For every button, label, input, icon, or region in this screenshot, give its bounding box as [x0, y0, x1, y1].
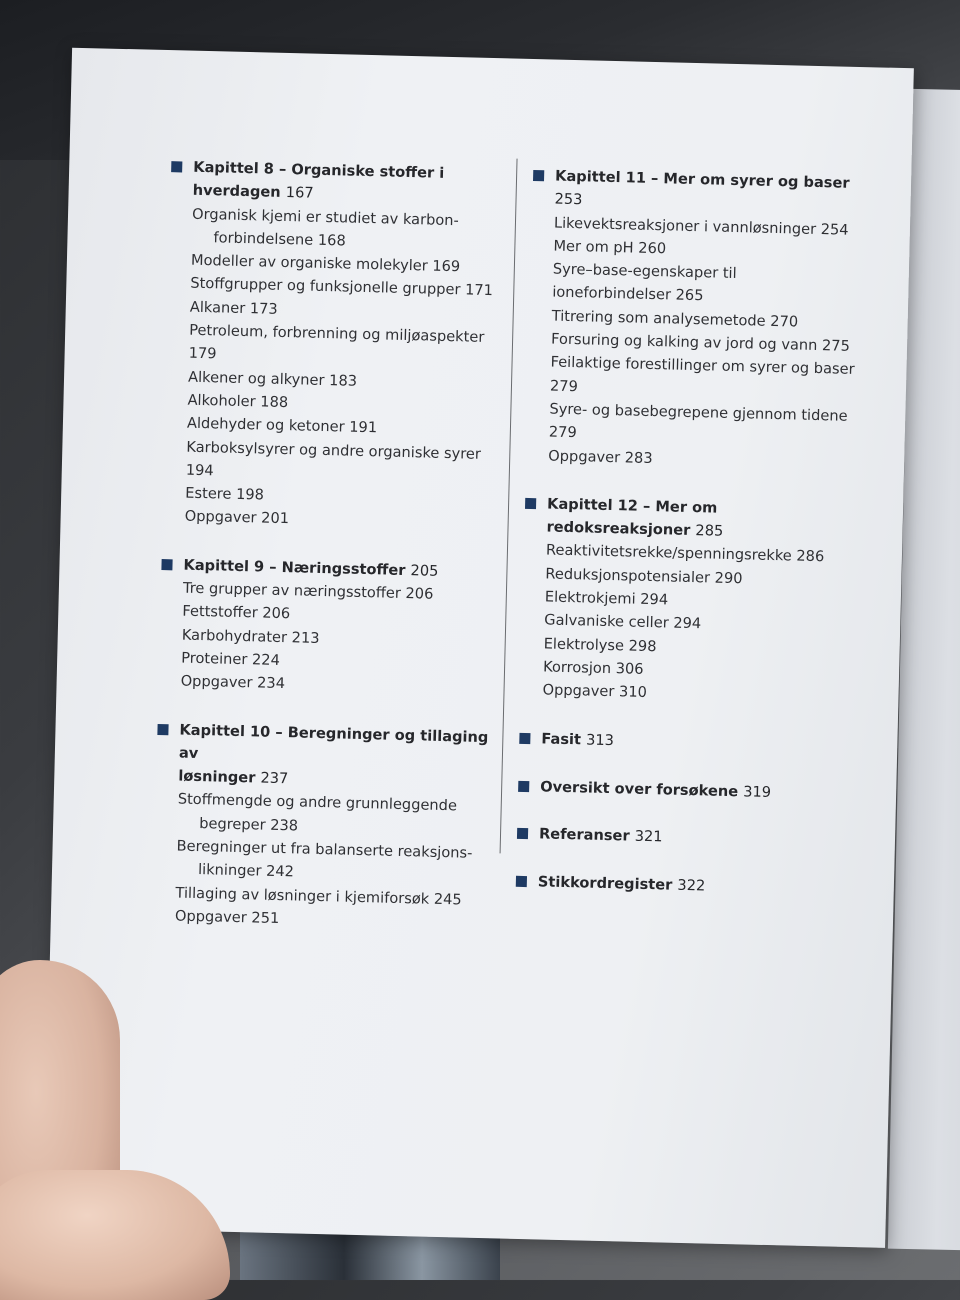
referanser-heading[interactable]: Referanser 321 — [515, 822, 845, 853]
toc-right-column — [514, 164, 862, 902]
toc-entry[interactable]: Stoffmengde og andre grunnleggende — [177, 790, 458, 815]
book-page — [43, 48, 914, 1248]
chapter-bullet-icon — [518, 781, 529, 792]
toc-left-column — [151, 155, 510, 935]
toc-entry[interactable]: Alkaner 173 — [189, 298, 278, 318]
toc-entry[interactable]: Oppgaver 310 — [542, 681, 648, 702]
toc-entry[interactable]: Organisk kjemi er studiet av karbon- — [191, 205, 459, 229]
toc-entry[interactable]: Estere 198 — [185, 484, 265, 504]
chapter-9-heading[interactable]: Kapittel 9 – Næringsstoffer 205 — [159, 553, 499, 585]
toc-entry[interactable]: Titrering som analysemetode 270 — [551, 307, 799, 331]
toc-entry[interactable]: Oppgaver 283 — [548, 447, 653, 467]
toc-entry[interactable]: Syre- og basebegrepene gjennom tidene 279 — [548, 400, 848, 442]
toc-entry[interactable]: Karboksylsyrer og andre organiske syrer 194 — [185, 438, 482, 480]
toc-entry[interactable]: Alkener og alkyner 183 — [187, 368, 358, 390]
toc-entry[interactable]: Oppgaver 234 — [180, 672, 286, 693]
toc-entry-continuation[interactable]: likninger 242 — [197, 861, 295, 881]
toc-entry[interactable]: Proteiner 224 — [181, 649, 281, 669]
toc-entry-continuation[interactable]: forbindelsene 168 — [213, 229, 346, 250]
chapter-12-heading[interactable]: Kapittel 12 – Mer om redoksreaksjoner 285 — [522, 492, 853, 547]
toc-entry[interactable]: Syre–base-egenskaper til ioneforbindelser 265 — [552, 260, 737, 305]
oversikt-forsok-heading[interactable]: Oversikt over forsøkene 319 — [516, 775, 846, 806]
chapter-10-heading-continued[interactable]: løsninger 237 — [178, 767, 289, 788]
chapter-11-heading[interactable]: Kapittel 11 – Mer om syrer og baser 253 — [530, 164, 861, 219]
toc-entry[interactable]: Galvaniske celler 294 — [544, 611, 702, 633]
fasit-heading[interactable]: Fasit 313 — [517, 726, 847, 757]
toc-entry[interactable]: Likevektsreaksjoner i vannløsninger 254 — [553, 214, 849, 239]
toc-entry[interactable]: Reduksjonspotensialer 290 — [545, 565, 743, 587]
toc-entry[interactable]: Feilaktige forestillinger om syrer og baser 279 — [549, 353, 855, 395]
toc-entry[interactable]: Alkoholer 188 — [187, 391, 289, 412]
toc-entry[interactable]: Tre grupper av næringsstoffer 206 — [182, 579, 434, 603]
toc-entry[interactable]: Oppgaver 201 — [184, 508, 290, 528]
toc-entry[interactable]: Reaktivitetsrekke/spenningsrekke 286 — [545, 541, 825, 566]
chapter-bullet-icon — [517, 828, 528, 839]
toc-entry[interactable]: Karbohydrater 213 — [181, 626, 320, 647]
toc-entry[interactable]: Korrosjon 306 — [542, 658, 644, 678]
chapter-bullet-icon — [161, 559, 172, 570]
toc-entry[interactable]: Oppgaver 251 — [174, 907, 280, 927]
toc-entry[interactable]: Stoffgrupper og funksjonelle grupper 171 — [190, 275, 494, 300]
toc-entry[interactable]: Modeller av organiske molekyler 169 — [190, 251, 461, 276]
chapter-bullet-icon — [157, 724, 168, 735]
toc-entry-continuation[interactable]: begreper 238 — [199, 814, 299, 835]
stikkordregister-heading[interactable]: Stikkordregister 322 — [514, 870, 844, 901]
toc-entry[interactable]: Mer om pH 260 — [553, 237, 667, 258]
toc-entry[interactable]: Beregninger ut fra balanserte reaksjons- — [176, 837, 473, 862]
chapter-bullet-icon — [516, 876, 527, 887]
chapter-bullet-icon — [533, 170, 544, 181]
toc-entry[interactable]: Forsuring og kalking av jord og vann 275 — [550, 330, 851, 355]
chapter-bullet-icon — [171, 161, 182, 172]
chapter-bullet-icon — [525, 498, 536, 509]
toc-entry[interactable]: Elektrolyse 298 — [543, 635, 657, 655]
toc-entry[interactable]: Petroleum, forbrenning og miljøaspekter 179 — [188, 321, 485, 363]
chapter-bullet-icon — [519, 732, 530, 743]
toc-entry[interactable]: Elektrokjemi 294 — [544, 588, 669, 609]
toc-entry[interactable]: Tillaging av løsninger i kjemiforsøk 245 — [175, 884, 462, 909]
chapter-10-heading[interactable]: Kapittel 10 – Beregninger og tillaging av — [155, 717, 496, 772]
toc-entry[interactable]: Fettstoffer 206 — [182, 602, 291, 623]
chapter-8-heading[interactable]: Kapittel 8 – Organiske stoffer i hverdagen 167 — [168, 155, 509, 210]
toc-entry[interactable]: Aldehyder og ketoner 191 — [186, 414, 378, 437]
